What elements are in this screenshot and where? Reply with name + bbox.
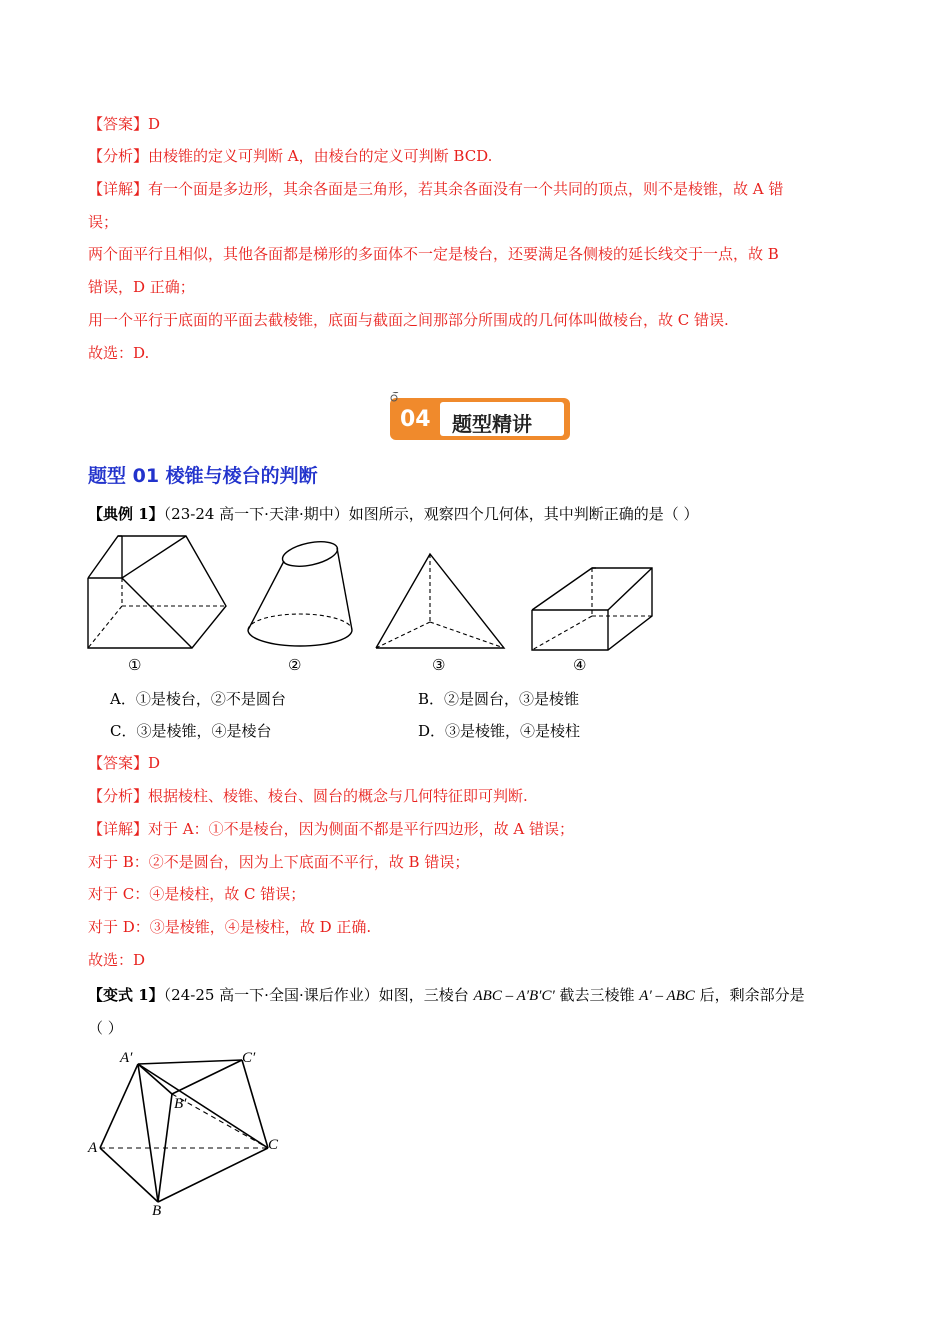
detail-line-6: 故选：D.	[88, 344, 150, 362]
example1-question	[88, 504, 699, 524]
option-c[interactable]: C．③是棱锥，④是棱台	[110, 722, 272, 740]
figure-3	[374, 552, 506, 652]
section-badge	[390, 392, 570, 442]
variant1-text-b: 截去三棱锥	[554, 986, 640, 1004]
variant1-figure	[86, 1050, 296, 1220]
answer-value: D	[148, 115, 161, 133]
answer-line	[88, 114, 160, 134]
example1-tag: 【典例 1】	[88, 505, 164, 523]
example1-analysis-text: 根据棱柱、棱锥、棱台、圆台的概念与几何特征即可判断.	[148, 787, 528, 805]
option-a[interactable]: A．①是棱台，②不是圆台	[110, 690, 286, 708]
variant1-question	[88, 985, 805, 1006]
example1-detail-1	[88, 819, 574, 839]
example1-analysis-tag: 【分析】	[88, 787, 149, 805]
detail-line-3: 两个面平行且相似，其他各面都是梯形的多面体不一定是棱台，还要满足各侧棱的延长线交于一点，故 B	[88, 245, 779, 263]
analysis-text: 由棱锥的定义可判断 A，由棱台的定义可判断 BCD.	[148, 147, 493, 165]
detail-line-2: 误；	[88, 213, 119, 231]
variant1-text-c: 后，剩余部分是	[694, 986, 805, 1004]
figure-1	[86, 534, 232, 652]
detail-line-5: 用一个平行于底面的平面去截棱锥，底面与截面之间那部分所围成的几何体叫做棱台，故 C 错误.	[88, 311, 729, 329]
option-b[interactable]: B．②是圆台，③是棱锥	[418, 690, 580, 708]
variant1-text-a: 如图，三棱台	[378, 986, 474, 1004]
point-b-prime: B′	[174, 1096, 187, 1112]
detail-line-4: 错误，D 正确；	[88, 278, 195, 296]
badge-number: 04	[400, 407, 431, 432]
analysis-line	[88, 146, 492, 166]
example1-answer	[88, 753, 160, 773]
figure-1-label: ①	[128, 656, 142, 674]
figure-4-label: ④	[573, 656, 587, 674]
example1-detail-2: 对于 B：②不是圆台，因为上下底面不平行，故 B 错误；	[88, 853, 470, 871]
section-title: 题型 01 棱锥与棱台的判断	[88, 465, 318, 487]
figure-4	[530, 566, 654, 654]
example1-answer-tag: 【答案】	[88, 754, 149, 772]
variant1-paren: （ ）	[88, 1019, 123, 1037]
point-a: A	[88, 1140, 98, 1156]
variant1-pyramid: A′ – ABC	[639, 988, 695, 1004]
example1-detail-5: 故选：D	[88, 951, 146, 969]
example1-analysis	[88, 786, 528, 806]
example1-detail-text-1: 对于 A：①不是棱台，因为侧面不都是平行四边形，故 A 错误；	[148, 820, 574, 838]
example1-detail-3: 对于 C：④是棱柱，故 C 错误；	[88, 885, 306, 903]
point-c: C	[268, 1137, 279, 1153]
example1-text: 如图所示，观察四个几何体，其中判断正确的是（ ）	[348, 505, 699, 523]
point-a-prime: A′	[120, 1050, 133, 1066]
example1-detail-tag: 【详解】	[88, 820, 149, 838]
figure-2-label: ②	[288, 656, 302, 674]
variant1-frustum: ABC – A′B′C′	[473, 988, 555, 1004]
badge-label: 题型精讲	[452, 412, 532, 436]
figure-3-label: ③	[432, 656, 446, 674]
point-c-prime: C′	[242, 1050, 256, 1066]
detail-tag: 【详解】	[88, 180, 149, 198]
option-d[interactable]: D．③是棱锥，④是棱柱	[418, 722, 581, 740]
figure-2	[244, 540, 356, 652]
example1-source: （23-24 高一下·天津·期中）	[163, 505, 349, 523]
example1-detail-4: 对于 D：③是棱锥，④是棱柱，故 D 正确.	[88, 918, 372, 936]
detail-text-1: 有一个面是多边形，其余各面是三角形，若其余各面没有一个共同的顶点，则不是棱锥，故 A 错	[148, 180, 784, 198]
point-b: B	[152, 1203, 162, 1219]
analysis-tag: 【分析】	[88, 147, 149, 165]
variant1-source: （24-25 高一下·全国·课后作业）	[163, 986, 379, 1004]
variant1-tag: 【变式 1】	[88, 986, 164, 1004]
detail-line-1	[88, 179, 783, 199]
example1-answer-value: D	[148, 754, 161, 772]
answer-tag: 【答案】	[88, 115, 149, 133]
